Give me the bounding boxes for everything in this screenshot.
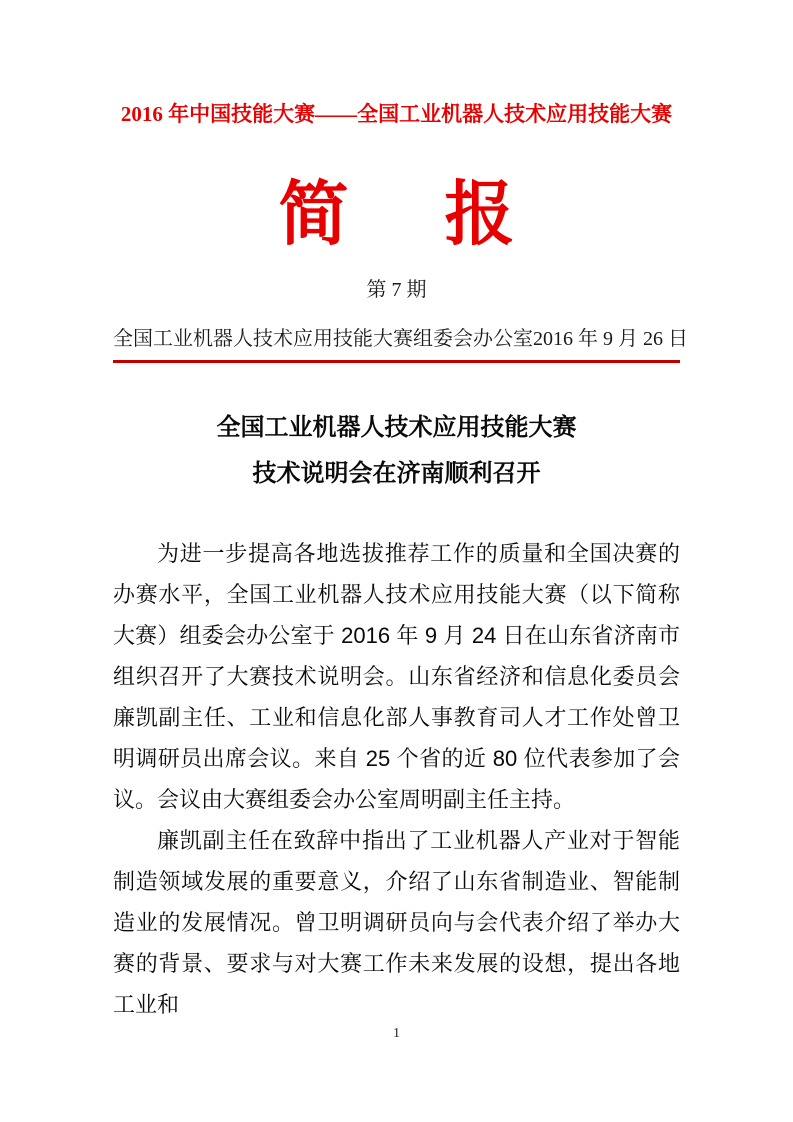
issue-number: 第 7 期 <box>366 279 427 301</box>
page-number: 1 <box>393 1026 400 1041</box>
publisher-line <box>113 324 688 354</box>
masthead-char-jian: 简 <box>278 175 349 253</box>
body-paragraph-2: 廉凯副主任在致辞中指出了工业机器人产业对于智能制造领域发展的重要意义，介绍了山东省制造业、智能制造业的发展情况。曾卫明调研员向与会代表介绍了举办大赛的背景、要求与对大赛工作未来发展的设想，提出各地工业和 <box>113 828 680 1017</box>
article-heading-line-2: 技术说明会在济南顺利召开 <box>252 460 541 487</box>
masthead-char-bao: 报 <box>444 175 515 253</box>
body-paragraph-1: 为进一步提高各地选拔推荐工作的质量和全国决赛的办赛水平，全国工业机器人技术应用技能大赛（以下简称大赛）组委会办公室于 2016 年 9 月 24 日在山东省济南市组织召开了大赛技术说明会。山东省经济和信息化委员会廉凯副主任、工业和信息化部人事教育司人才工作处曾卫明调研员出席会议。来自 25 个省的近 80 位代表参加了会议。会议由大赛组委会办公室周明副主任主持。 <box>113 541 680 812</box>
bulletin-masthead <box>113 174 680 254</box>
publisher-office-name: 全国工业机器人技术应用技能大赛组委会办公室 <box>113 328 533 350</box>
article-body <box>113 533 680 1025</box>
article-heading <box>113 405 680 497</box>
masthead-divider-rule <box>113 360 680 363</box>
article-heading-line-1: 全国工业机器人技术应用技能大赛 <box>216 414 577 441</box>
publish-date: 2016 年 9 月 26 日 <box>533 328 688 350</box>
bulletin-super-title: 2016 年中国技能大赛——全国工业机器人技术应用技能大赛 <box>120 102 673 126</box>
